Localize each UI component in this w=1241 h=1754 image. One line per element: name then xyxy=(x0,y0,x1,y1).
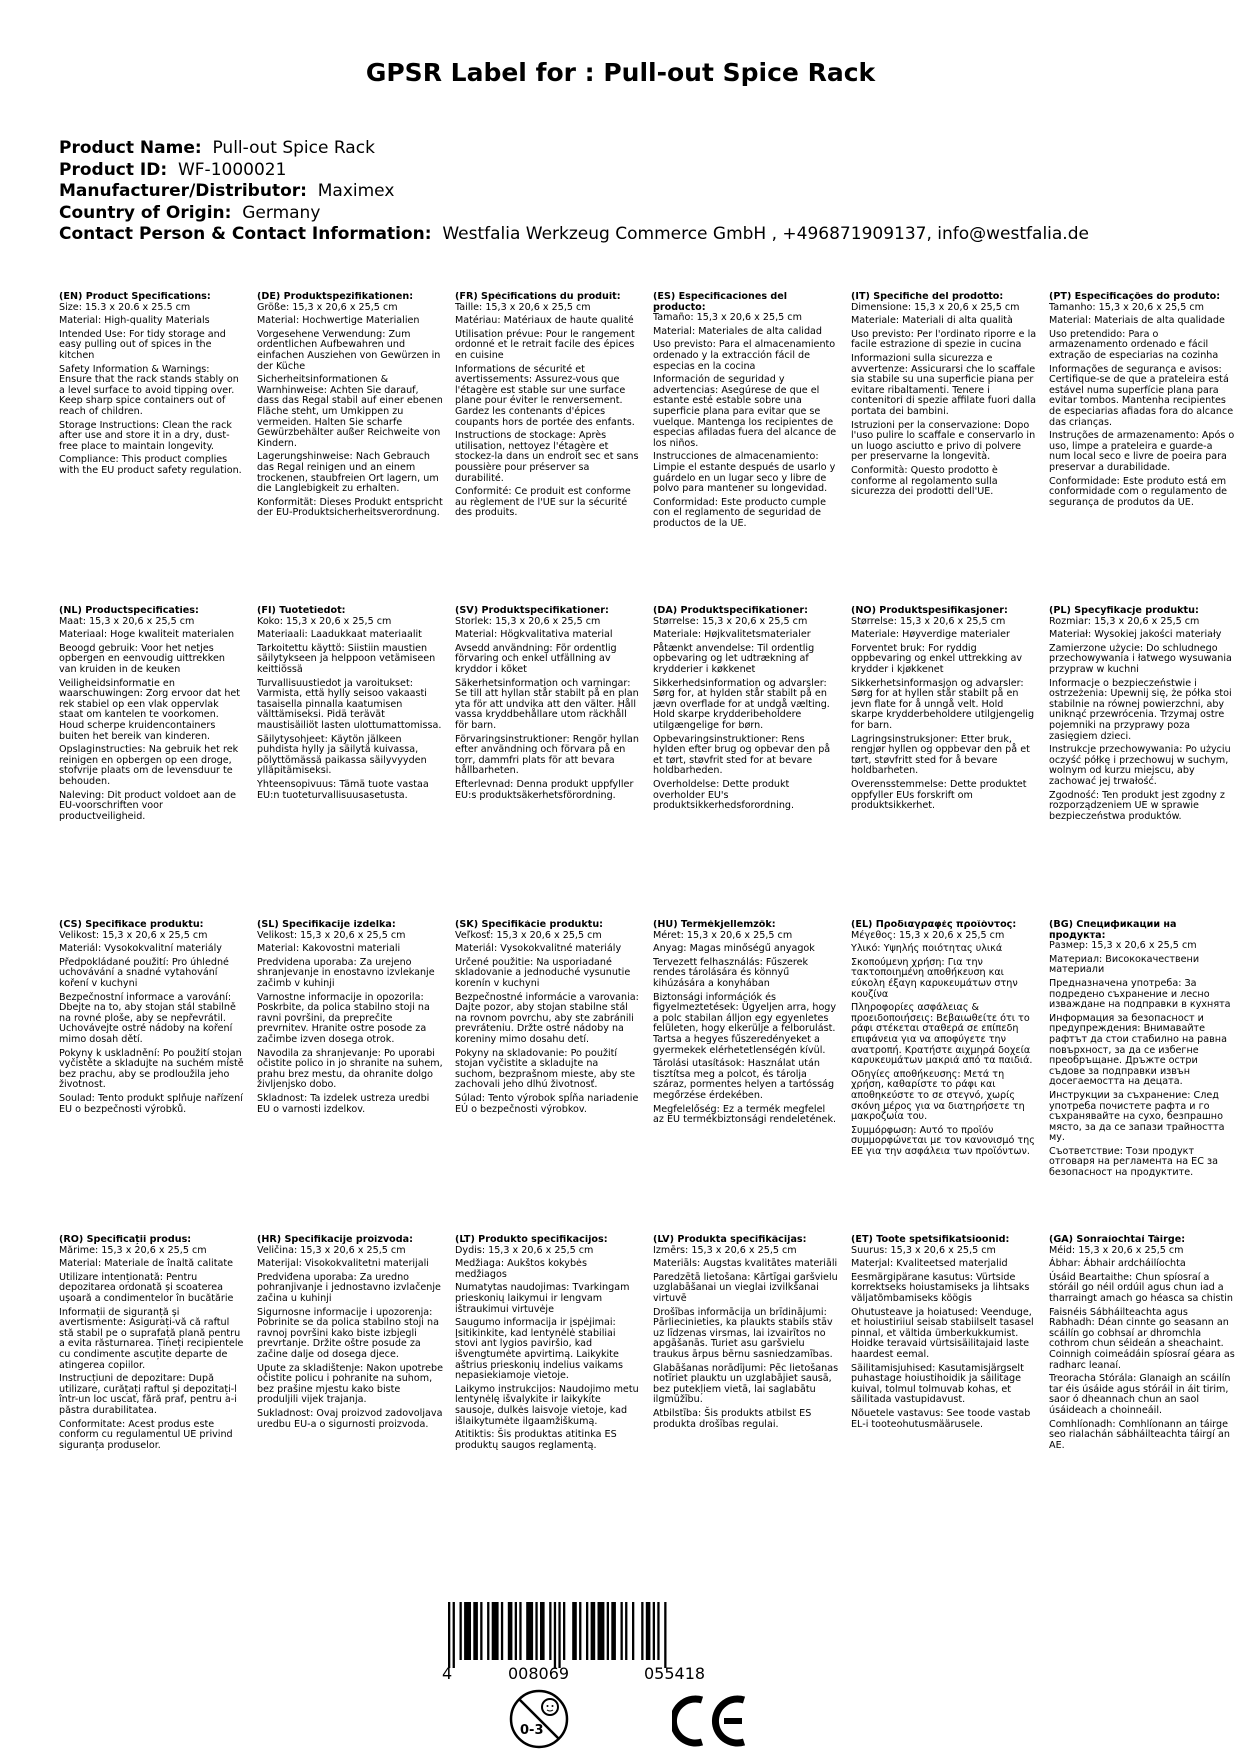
product-id-value: WF-1000021 xyxy=(177,159,287,180)
barcode-bar xyxy=(508,1602,513,1660)
product-info xyxy=(59,138,1209,246)
spec-line: Navodila za shranjevanje: Po uporabi očistite polico in jo shranite na suhem, prahu brez mestu, da ohranite dolgo življenjsko dobo. xyxy=(257,1047,443,1091)
barcode-bar xyxy=(515,1602,517,1660)
spec-line: Yhteensopivuus: Tämä tuote vastaa EU:n tuoteturvallisuusasetusta. xyxy=(257,778,429,801)
product-id-row xyxy=(59,160,1209,182)
barcode-bar xyxy=(572,1602,577,1660)
spec-line: Tárolási utasítások: Használat után tisztítsa meg a polcot, és tárolja száraz, pormentes helyen a tartósság megőrzése érdekében. xyxy=(653,1058,835,1101)
spec-line: Größe: 15,3 x 20,6 x 25,5 cm xyxy=(257,301,398,313)
barcode-bar xyxy=(460,1602,462,1660)
barcode-bar xyxy=(492,1602,499,1660)
language-block xyxy=(653,1235,839,1433)
spec-line: Σκοπούμενη χρήση: Για την τακτοποιημένη αποθήκευση και εύκολη έξαγη καρυκευμάτων στην κουζίνα xyxy=(851,956,1018,1000)
language-block xyxy=(851,292,1037,501)
spec-line: Biztonsági információk és figyelmeztetések: Ügyeljen arra, hogy a polc stabilan álljon egy egyenletes felületen, hogy elkerülje a felborulást. Tartsa a hegyes fűszeredényeket a gyermekek elérhetetlenségén kívül. xyxy=(653,991,837,1056)
spec-line: Informacje o bezpieczeństwie i ostrzeżenia: Upewnij się, że półka stoi stabilnie na równej powierzchni, aby uniknąć przewrócenia. Trzymaj ostre pojemniki na przyprawy poza zasięgiem dzieci. xyxy=(1049,677,1232,742)
language-block xyxy=(59,292,245,480)
spec-line: Avsedd användning: För ordentlig förvaring och enkel utfällning av kryddor i köket xyxy=(455,642,617,675)
spec-line: Размер: 15,3 x 20,6 x 25,5 cm xyxy=(1049,940,1197,952)
spec-line: Съответствие: Този продукт отговаря на регламента на ЕС за безопасност на продуктите. xyxy=(1049,1145,1218,1179)
spec-line: Conformitate: Acest produs este conform cu regulamentul UE privind siguranța produselor. xyxy=(59,1418,233,1451)
barcode-bar xyxy=(579,1602,581,1660)
spec-line: Storage Instructions: Clean the rack after use and store it in a dry, dust-free place to maintain longevity. xyxy=(59,419,232,452)
spec-line: Dimensione: 15,3 x 20,6 x 25,5 cm xyxy=(851,301,1020,313)
spec-line: Beoogd gebruik: Voor het netjes opbergen en eenvoudig uittrekken van kruiden in de keuken xyxy=(59,642,225,675)
age-warning-text: 0-3 xyxy=(520,1723,544,1738)
language-block xyxy=(851,1235,1037,1433)
barcode-bar xyxy=(554,1602,556,1668)
spec-line: Taille: 15,3 x 20,6 x 25,5 cm xyxy=(455,301,591,313)
spec-line: Storlek: 15,3 x 20,6 x 25,5 cm xyxy=(455,615,601,627)
barcode-bar xyxy=(473,1602,478,1660)
language-heading: (PT) Especificações do produto: xyxy=(1049,292,1221,302)
spec-line: Mărime: 15,3 x 20,6 x 25,5 cm xyxy=(59,1244,207,1256)
spec-line: Overholdelse: Dette produkt overholder EU's produktsikkerhedsforordning. xyxy=(653,778,795,812)
spec-line: Efterlevnad: Denna produkt uppfyller EU:s produktsäkerhetsförordning. xyxy=(455,778,634,801)
spec-line: Conformidad: Este producto cumple con el reglamento de seguridad de productos de la UE. xyxy=(653,496,826,529)
spec-line: Glabāšanas norādījumi: Pēc lietošanas notīriet plauktu un uzglabājiet sausā, bez putekļiem vietā, lai saglabātu ilgmūžību. xyxy=(653,1362,839,1406)
ean-barcode xyxy=(440,1602,720,1668)
spec-line: Nõuetele vastavus: See toode vastab EL-i tooteohutusmäärusele. xyxy=(851,1407,1031,1430)
spec-line: Uso pretendido: Para o armazenamento ordenado e fácil extração de especiarias na cozinha xyxy=(1049,328,1219,361)
spec-line: Atitiktis: Šis produktas atitinka ES produktų saugos reglamentą. xyxy=(455,1429,617,1451)
spec-line: Velikost: 15,3 x 20,6 x 25,5 cm xyxy=(59,929,208,941)
barcode-bar xyxy=(664,1602,666,1668)
language-heading: (LT) Produkto specifikacijos: xyxy=(455,1235,608,1245)
spec-line: Megfelelőség: Ez a termék megfelel az EU termékbiztonsági rendeletének. xyxy=(653,1103,837,1126)
spec-line: Predviđena uporaba: Za uredno pohranjivanje i jednostavno izvlačenje začina u kuhinji xyxy=(257,1271,441,1304)
barcode-bar xyxy=(625,1602,627,1660)
spec-line: Méid: 15,3 x 20,6 x 25,5 cm xyxy=(1049,1244,1184,1256)
spec-line: Maat: 15,3 x 20,6 x 25,5 cm xyxy=(59,615,195,627)
country-label: Country of Origin: xyxy=(59,202,232,223)
spec-line: Varnostne informacije in opozorila: Poskrbite, da polica stabilno stoji na ravni površini, da preprečite prevrnitev. Hranite ostre posode za začimbe izven dosega otrok. xyxy=(257,991,430,1045)
contact-value: Westfalia Werkzeug Commerce GmbH , +496871909137, info@westfalia.de xyxy=(442,224,1089,244)
spec-line: Förvaringsinstruktioner: Rengör hyllan efter användning och förvara på en torr, dammfri plats för att bevara hållbarheten. xyxy=(455,733,639,777)
barcode-bar xyxy=(487,1602,489,1660)
spec-line: Sukladnost: Ovaj proizvod zadovoljava uredbu EU-a o sigurnosti proizvoda. xyxy=(257,1407,443,1430)
spec-line: Rozmiar: 15,3 x 20,6 x 25,5 cm xyxy=(1049,615,1200,627)
language-heading: (SL) Specifikacije izdelka: xyxy=(257,920,396,930)
spec-line: Säilytysohjeet: Käytön jälkeen puhdista hylly ja säilytä kuivassa, pölyttömässä paikassa säilyvyyden ylläpitämiseksi. xyxy=(257,733,427,777)
language-heading: (FR) Spécifications du produit: xyxy=(455,292,621,302)
language-block xyxy=(455,606,641,804)
spec-line: Информация за безопасност и предупреждения: Внимавайте рафтът да стои стабилно на равна повърхност, за да се избегне преобръщане. Дръжте остри съдове за подправки извън досегаемостта на децата. xyxy=(1049,1012,1227,1088)
product-id-label: Product ID: xyxy=(59,159,168,180)
spec-line: Påtænkt anvendelse: Til ordentlig opbevaring og let udtrækning af krydderier i køkkenet xyxy=(653,642,815,675)
spec-line: Tervezett felhasználás: Fűszerek rendes tárolására és könnyű kihúzására a konyhában xyxy=(653,956,809,989)
spec-line: Pokyny k uskladnění: Po použití stojan vyčistěte a skladujte na suchém místě bez prachu, aby se prodloužila jeho životnost. xyxy=(59,1047,244,1091)
spec-line: Materiale: Materiali di alta qualità xyxy=(851,315,1013,327)
spec-line: Sikkerhedsinformation og advarsler: Sørg for, at hylden står stabilt på en jævn overflade for at undgå vælting. Hold skarpe krydderibeholdere utilgængelige for børn. xyxy=(653,677,830,731)
spec-line: Overensstemmelse: Dette produktet oppfyller EUs forskrift om produktsikkerhet. xyxy=(851,778,1027,812)
spec-line: Bezpečnostné informácie a varovania: Dajte pozor, aby stojan stabilne stál na rovnom povrchu, aby ste zabránili prevráteniu. Držte ostré nádoby na koreniny mimo dosahu detí. xyxy=(455,991,639,1045)
spec-line: Οδηγίες αποθήκευσης: Μετά τη χρήση, καθαρίστε το ράφι και αποθηκεύστε το σε στεγνό, χωρίς σκόνη μέρος για να διατηρήσετε τη μακροζωία του. xyxy=(851,1068,1025,1123)
spec-line: Vorgesehene Verwendung: Zum ordentlichen Aufbewahren und einfachen Ausziehen von Gewürzen in der Küche xyxy=(257,328,441,372)
language-heading: (HR) Specifikacije proizvoda: xyxy=(257,1235,413,1245)
language-heading: (NL) Productspecificaties: xyxy=(59,606,199,616)
spec-line: Intended Use: For tidy storage and easy pulling out of spices in the kitchen xyxy=(59,328,226,361)
language-block xyxy=(455,920,641,1118)
language-block xyxy=(1049,1235,1235,1454)
spec-line: Instrucciones de almacenamiento: Limpie el estante después de usarlo y guárdelo en un lugar seco y libre de polvo para mantener su longevidad. xyxy=(653,451,836,495)
spec-line: Material: Materiales de alta calidad xyxy=(653,325,823,337)
barcode-bar xyxy=(540,1602,545,1660)
spec-line: Zgodność: Ten produkt jest zgodny z rozporządzeniem UE w sprawie bezpieczeństwa produktów. xyxy=(1049,789,1225,822)
language-block xyxy=(257,606,443,804)
barcode-bar xyxy=(501,1602,503,1660)
spec-line: Материал: Висококачествени материали xyxy=(1049,953,1200,976)
country-row xyxy=(59,203,1209,225)
spec-line: Veiligheidsinformatie en waarschuwingen: Zorg ervoor dat het rek stabiel op een vlak oppervlak staat om kantelen te voorkomen. Houd scherpe kruidencontainers buiten het bereik van kinderen. xyxy=(59,677,241,742)
spec-line: Pokyny na skladovanie: Po použití stojan vyčistite a skladujte na suchom, bezprašnom mieste, aby ste zachovali jeho dlhú životnosť. xyxy=(455,1047,636,1091)
spec-line: Materiaali: Laadukkaat materiaalit xyxy=(257,629,422,641)
spec-line: Bezpečnostní informace a varování: Dbejte na to, aby stojan stál stabilně na rovné ploše, aby se nepřevrátil. Uchovávejte ostré nádoby na koření mimo dosah dětí. xyxy=(59,991,236,1045)
spec-line: Informações de segurança e avisos: Certifique-se de que a prateleira está estável numa superfície plana para evitar tombos. Mantenha recipientes de especiarias afiadas fora do alcance das crianças. xyxy=(1049,363,1234,428)
spec-line: Saugumo informacija ir įspėjimai: Įsitikinkite, kad lentynėlė stabiliai stovi ant lygios paviršio, kad išvengtumėte apvirtimą. Laikykite aštrius prieskonių indelius vaikams nepasiekiamoje vietoje. xyxy=(455,1317,623,1382)
spec-line: Materjal: Kvaliteetsed materjalid xyxy=(851,1258,1008,1270)
barcode-bar xyxy=(657,1602,659,1660)
language-block xyxy=(455,292,641,522)
language-heading: (SK) Špecifikácie produktu: xyxy=(455,920,604,930)
language-heading: (PL) Specyfikacje produktu: xyxy=(1049,606,1199,616)
spec-line: Μέγεθος: 15,3 x 20,6 x 25,5 cm xyxy=(851,929,1005,941)
spec-line: Størrelse: 15,3 x 20,6 x 25,5 cm xyxy=(653,615,808,627)
barcode-bar xyxy=(621,1602,623,1660)
spec-line: Materiál: Vysokokvalitné materiály xyxy=(455,943,622,955)
spec-line: Lagringsinstruksjoner: Etter bruk, rengjør hyllen og oppbevar den på et tørt, støvfritt sted for å bevare holdbarheten. xyxy=(851,733,1030,777)
language-heading: (EN) Product Specifications: xyxy=(59,292,211,302)
spec-line: Informations de sécurité et avertissements: Assurez-vous que l'étagère est stable sur une surface plane pour éviter le renversement. Gardez les contenants d'épices coupants hors de portée des enfants. xyxy=(455,363,635,428)
language-heading: (IT) Specifiche del prodotto: xyxy=(851,292,1004,302)
spec-line: Velikost: 15,3 x 20,6 x 25,5 cm xyxy=(257,929,406,941)
spec-line: Uso previsto: Per l'ordinato riporre e la facile estrazione di spezie in cucina xyxy=(851,328,1037,351)
manufacturer-row xyxy=(59,181,1209,203)
spec-line: Úsáid Beartaithe: Chun spíosraí a stóráil go néil ordúil agus chun iad a tharraingt amach go héasca sa chistin xyxy=(1049,1271,1234,1304)
spec-line: Treoracha Stórála: Glanaigh an scáilín tar éis úsáide agus stóráil in áit tirim, saor ó dheannach chun an saol úsáideach a choinneáil. xyxy=(1049,1373,1231,1416)
spec-line: Предназначена употреба: За подредено съхранение и лесно изваждане на подправки в кухнята xyxy=(1049,977,1231,1011)
barcode-bar xyxy=(607,1602,609,1660)
language-heading: (LV) Produkta specifikācijas: xyxy=(653,1235,807,1245)
language-block xyxy=(653,606,839,815)
manufacturer-value: Maximex xyxy=(317,181,395,201)
spec-line: Faisnéis Sábháilteachta agus Rabhadh: Déan cinnte go seasann an scáilín go cobhsaí ar dhromchla cothrom chun séideán a sheachaint. Coinnigh coimeádáin spíosraí géara as radharc leanaí. xyxy=(1049,1306,1235,1371)
language-heading: (BG) Спецификации на продукта: xyxy=(1049,920,1177,941)
spec-line: Utilizare intenționată: Pentru depozitarea ordonată și scoaterea ușoară a condimentelor în bucătărie xyxy=(59,1271,234,1304)
spec-line: Zamierzone użycie: Do schludnego przechowywania i łatwego wysuwania przypraw w kuchni xyxy=(1049,642,1232,675)
spec-line: Material: Hochwertige Materialien xyxy=(257,315,420,327)
language-heading: (DA) Produktspecifikationer: xyxy=(653,606,808,616)
spec-line: Instruções de armazenamento: Após o uso, limpe a prateleira e guarde-a num local seco e livre de poeira para preservar a durabilidade. xyxy=(1049,430,1235,473)
language-heading: (FI) Tuotetiedot: xyxy=(257,606,346,616)
barcode-bar xyxy=(563,1602,565,1660)
spec-line: Uso previsto: Para el almacenamiento ordenado y la extracción fácil de especias en la cocina xyxy=(653,339,836,372)
language-block xyxy=(59,1235,245,1454)
spec-line: Anyag: Magas minőségű anyagok xyxy=(653,943,815,955)
language-block xyxy=(257,1235,443,1433)
barcode-bar xyxy=(464,1602,471,1660)
spec-line: Informazioni sulla sicurezza e avvertenze: Assicurarsi che lo scaffale sia stabile su una superficie piana per evitare ribaltamenti. Tenere i contenitori di spezie affilate fuori dalla portata dei bambini. xyxy=(851,352,1036,417)
language-heading: (ET) Toote spetsifikatsioonid: xyxy=(851,1235,1010,1245)
language-heading: (RO) Specificații produs: xyxy=(59,1235,192,1245)
barcode-bar xyxy=(448,1602,450,1668)
spec-line: Opbevaringsinstruktioner: Rens hylden efter brug og opbevar den på et tørt, støvfrit sted for at bevare holdbarheden. xyxy=(653,733,831,777)
spec-line: Materiał: Wysokiej jakości materiały xyxy=(1049,629,1222,641)
spec-line: Eesmärgipärane kasutus: Vürtside korrektseks hoiustamiseks ja lihtsaks väljatõmbamiseks köögis xyxy=(851,1271,1030,1304)
spec-line: Turvallisuustiedot ja varoitukset: Varmista, että hylly seisoo vakaasti tasaisella pinnalla kaatumisen välttämiseksi. Pidä terävät maustisäiliöt lasten ulottumattomissa. xyxy=(257,677,442,731)
barcode-bar xyxy=(480,1602,482,1660)
spec-line: Numatytas naudojimas: Tvarkingam prieskonių laikymui ir lengvam ištraukimui virtuvėje xyxy=(455,1282,630,1315)
language-heading: (DE) Produktspezifikationen: xyxy=(257,292,414,302)
spec-line: Tamaño: 15,3 x 20,6 x 25,5 cm xyxy=(653,312,802,324)
spec-line: Určené použitie: Na usporiadané skladovanie a jednoduché vysunutie korenín v kuchyni xyxy=(455,956,631,989)
spec-line: Material: High-quality Materials xyxy=(59,315,210,327)
manufacturer-label: Manufacturer/Distributor: xyxy=(59,181,307,201)
spec-line: Instrukcje przechowywania: Po użyciu oczyść półkę i przechowuj w suchym, wolnym od kurzu miejscu, aby zachować jej trwałość. xyxy=(1049,744,1231,787)
spec-line: Medžiaga: Aukštos kokybės medžiagos xyxy=(455,1258,587,1280)
spec-line: Størrelse: 15,3 x 20,6 x 25,5 cm xyxy=(851,615,1006,627)
spec-line: Säilitamisjuhised: Kasutamisjärgselt puhastage hoiustihoidik ja säilitage kuival, tolmul tolmuvab kohas, et säilitada vastupidavust. xyxy=(851,1362,1024,1406)
language-heading: (ES) Especificaciones del producto: xyxy=(653,292,788,313)
spec-line: Súlad: Tento výrobok spĺňa nariadenie EÚ o bezpečnosti výrobkov. xyxy=(455,1092,639,1115)
barcode-bar xyxy=(632,1602,634,1660)
spec-line: Instrucțiuni de depozitare: După utilizare, curățați raftul și depozitați-l într-un loc uscat, fără praf, pentru a-i păstra durabilitatea. xyxy=(59,1373,237,1416)
spec-line: Veličina: 15,3 x 20,6 x 25,5 cm xyxy=(257,1244,406,1256)
contact-label: Contact Person & Contact Information: xyxy=(59,224,432,244)
spec-line: Upute za skladištenje: Nakon upotrebe očistite policu i pohranite na suhom, bez prašine mjestu kako biste produljili vijek trajanja. xyxy=(257,1362,443,1406)
spec-line: Paredzētā lietošana: Kārtīgai garšvielu uzglabāšanai un vieglai izvilkšanai virtuvē xyxy=(653,1271,838,1304)
barcode-digit-first: 4 xyxy=(442,1664,453,1683)
spec-line: Sigurnosne informacije i upozorenja: Pobrinite se da polica stabilno stoji na ravnoj površini kako biste izbjegli prevrtanje. Držite oštre posude za začine dalje od dosega djece. xyxy=(257,1306,439,1360)
spec-line: Conformité: Ce produit est conforme au règlement de l'UE sur la sécurité des produits. xyxy=(455,486,631,519)
spec-line: Dydis: 15,3 x 20,6 x 25,5 cm xyxy=(455,1244,594,1256)
spec-line: Safety Information & Warnings: Ensure that the rack stands stably on a level surface to avoid tipping over. Keep sharp spice containers out of reach of children. xyxy=(59,363,239,417)
product-name-row xyxy=(59,138,1209,160)
spec-line: Sicherheitsinformationen & Warnhinweise: Achten Sie darauf, dass das Regal stabil auf einer ebenen Fläche steht, um Umkippen zu vermeiden. Halten Sie scharfe Gewürzbehälter außer Reichweite von Kindern. xyxy=(257,374,443,449)
barcode-bar xyxy=(586,1602,588,1660)
spec-line: Izmērs: 15,3 x 20,6 x 25,5 cm xyxy=(653,1244,797,1256)
spec-line: Συμμόρφωση: Αυτό το προϊόν συμμορφώνεται με τον κανονισμό της ΕΕ για την ασφάλεια των προϊόντων. xyxy=(851,1124,1035,1157)
spec-line: Material: Kakovostni materiali xyxy=(257,943,401,955)
language-block xyxy=(1049,292,1235,511)
language-block xyxy=(59,606,245,825)
barcode-bar xyxy=(519,1602,521,1660)
barcode-bar xyxy=(591,1602,596,1660)
spec-line: Koko: 15,3 x 20,6 x 25,5 cm xyxy=(257,615,392,627)
spec-line: Istruzioni per la conservazione: Dopo l'uso pulire lo scaffale e conservarlo in un luogo asciutto e privo di polvere per preservarne la longevità. xyxy=(851,419,1036,463)
barcode-bar xyxy=(598,1602,605,1660)
spec-line: Predvidena uporaba: Za urejeno shranjevanje in enostavno izvlekanje začimb v kuhinji xyxy=(257,956,435,989)
spec-line: Size: 15.3 x 20.6 x 25.5 cm xyxy=(59,301,191,313)
spec-line: Sikkerhetsinformasjon og advarsler: Sørg for at hyllen står stabilt på en jevn flate for å unngå velt. Hold skarpe krydderbeholdere utilgjengelig for barn. xyxy=(851,677,1035,731)
language-heading: (NO) Produktspesifikasjoner: xyxy=(851,606,1008,616)
language-heading: (GA) Sonraíochtaí Táirge: xyxy=(1049,1235,1186,1245)
spec-line: Material: Materiais de alta qualidade xyxy=(1049,315,1225,327)
spec-line: Инструкции за съхранение: След употреба почистете рафта и го съхранявайте на сухо, безпрашно място, за да се запази трайността му. xyxy=(1049,1089,1225,1144)
spec-line: Naleving: Dit product voldoet aan de EU-voorschriften voor productveiligheid. xyxy=(59,789,236,822)
language-block xyxy=(851,606,1037,815)
barcode-bar xyxy=(549,1602,551,1660)
barcode-bar xyxy=(453,1602,455,1668)
spec-line: Säkerhetsinformation och varningar: Se till att hyllan står stabilt på en plan yta för att undvika att den välter. Håll vassa kryddbehållare utom räckhåll för barn. xyxy=(455,677,639,731)
barcode-bar xyxy=(558,1602,560,1668)
spec-line: Utilisation prévue: Pour le rangement ordonné et le retrait facile des épices en cuisine xyxy=(455,328,635,361)
barcode-bar xyxy=(646,1602,651,1660)
spec-line: Υλικό: Υψηλής ποιότητας υλικά xyxy=(851,943,1003,955)
product-name-value: Pull-out Spice Rack xyxy=(212,138,375,158)
spec-line: Opslaginstructies: Na gebruik het rek reinigen en opbergen op een droge, stofvrije plaats om de levensduur te behouden. xyxy=(59,744,239,787)
spec-line: Drošības informācija un brīdinājumi: Pārliecinieties, ka plaukts stabils stāv uz līdzenas virsmas, lai izvairītos no apgāšanās. Turiet asu garšvielu traukus ārpus bērnu sasniedzamības. xyxy=(653,1306,833,1360)
spec-line: Conformità: Questo prodotto è conforme al regolamento sulla sicurezza dei prodotti dell'UE. xyxy=(851,464,998,498)
spec-line: Ábhar: Ábhair ardcháilíochta xyxy=(1049,1258,1186,1270)
spec-line: Suurus: 15,3 x 20,6 x 25,5 cm xyxy=(851,1244,996,1256)
spec-line: Laikymo instrukcijos: Naudojimo metu lentynėlę išvalykite ir laikykite sausoje, dulkės laisvoje vietoje, kad išlaikytumėte ilgaamžiškumą. xyxy=(455,1383,639,1427)
spec-line: Skladnost: Ta izdelek ustreza uredbi EU o varnosti izdelkov. xyxy=(257,1092,430,1115)
spec-line: Compliance: This product complies with the EU product safety regulation. xyxy=(59,454,242,476)
barcode-bar xyxy=(526,1602,533,1660)
language-heading: (HU) Termékjellemzők: xyxy=(653,920,776,930)
barcode-digits-right: 055418 xyxy=(644,1664,706,1683)
language-block xyxy=(851,920,1037,1160)
spec-line: Información de seguridad y advertencias: Asegúrese de que el estante esté estable sobre una superficie plana para evitar que se vuelque. Mantenga los recipientes de especias afiladas fuera del alcance de los niños. xyxy=(653,374,837,449)
spec-line: Ohutusteave ja hoiatused: Veenduge, et hoiustiriiul seisab stabiilselt tasasel pinnal, et vältida ümberkukkumist. Hoidke teravaid vürtsisäilitajaid laste haardest eemal. xyxy=(851,1306,1034,1360)
spec-line: Materiale: Høyverdige materialer xyxy=(851,629,1010,641)
spec-line: Atbilstība: Šis produkts atbilst ES produkta drošības regulai. xyxy=(653,1407,812,1430)
spec-line: Materiāls: Augstas kvalitātes materiāli xyxy=(653,1258,838,1270)
spec-line: Materiál: Vysokokvalitní materiály xyxy=(59,943,222,955)
spec-line: Conformidade: Este produto está em conformidade com o regulamento de segurança de produtos da UE. xyxy=(1049,475,1228,508)
language-block xyxy=(1049,606,1235,825)
spec-line: Lagerungshinweise: Nach Gebrauch das Regal reinigen und an einem trockenen, staubfreien Ort lagern, um die Langlebigkeit zu erhalten. xyxy=(257,451,439,495)
contact-row xyxy=(59,224,1209,246)
spec-line: Forventet bruk: For ryddig oppbevaring og enkel uttrekking av krydder i kjøkkenet xyxy=(851,642,1023,675)
product-name-label: Product Name: xyxy=(59,138,202,158)
spec-line: Méret: 15,3 x 20,6 x 25,5 cm xyxy=(653,929,793,941)
spec-line: Materijal: Visokokvalitetni materijali xyxy=(257,1258,429,1270)
language-block xyxy=(257,920,443,1118)
age-warning-icon xyxy=(508,1688,570,1750)
language-block xyxy=(455,1235,641,1454)
spec-line: Soulad: Tento produkt splňuje nařízení EU o bezpečnosti výrobků. xyxy=(59,1092,243,1115)
language-heading: (CS) Specifikace produktu: xyxy=(59,920,204,930)
barcode-bar xyxy=(641,1602,643,1660)
spec-line: Material: Materiale de înaltă calitate xyxy=(59,1258,233,1270)
spec-line: Tamanho: 15,3 x 20,6 x 25,5 cm xyxy=(1049,301,1204,313)
language-block xyxy=(653,920,839,1129)
barcode-bar xyxy=(653,1602,655,1660)
page-title: GPSR Label for : Pull-out Spice Rack xyxy=(365,58,876,87)
language-heading: (EL) Προδιαγραφές προϊόντος: xyxy=(851,920,1017,930)
spec-line: Materiale: Højkvalitetsmaterialer xyxy=(653,629,811,641)
country-value: Germany xyxy=(242,202,321,223)
spec-line: Πληροφορίες ασφάλειας & προειδοποιήσεις: Βεβαιωθείτε ότι το ράφι στέκεται σταθερά σε επίπεδη επιφάνεια για να αποφύγετε την ανατροπή. Κρατήστε αιχμηρά δοχεία καρυκευμάτων μακριά από τα παιδιά. xyxy=(851,1002,1033,1067)
barcode-bar xyxy=(535,1602,537,1660)
barcode-digits-left: 008069 xyxy=(508,1664,570,1683)
spec-line: Tarkoitettu käyttö: Siistiin maustien säilytykseen ja helppoon vetämiseen keittiössä xyxy=(257,642,436,675)
language-block xyxy=(653,292,839,532)
spec-line: Comhlíonadh: Comhlíonann an táirge seo rialachán sábháilteachta táirgí an AE. xyxy=(1049,1418,1230,1451)
barcode-bar xyxy=(611,1602,616,1660)
spec-line: Materiaal: Hoge kwaliteit materialen xyxy=(59,629,235,641)
spec-line: Instructions de stockage: Après utilisation, nettoyez l'étagère et stockez-la dans un endroit sec et sans poussière pour préserver sa durabilité. xyxy=(455,430,639,484)
spec-line: Matériau: Matériaux de haute qualité xyxy=(455,315,634,327)
ce-mark-icon xyxy=(672,1694,752,1748)
language-block xyxy=(59,920,245,1118)
language-heading: (SV) Produktspecifikationer: xyxy=(455,606,609,616)
spec-line: Předpokládané použití: Pro úhledné uchovávání a snadné vytahování koření v kuchyni xyxy=(59,956,229,989)
language-block xyxy=(1049,920,1235,1182)
language-block xyxy=(257,292,443,522)
spec-line: Konformität: Dieses Produkt entspricht der EU-Produktsicherheitsverordnung. xyxy=(257,496,443,519)
spec-line: Material: Högkvalitativa material xyxy=(455,629,613,641)
spec-line: Veľkosť: 15,3 x 20,6 x 25,5 cm xyxy=(455,929,602,941)
spec-line: Informații de siguranță și avertismente: Asigurați-vă că raftul stă stabil pe o suprafață plană pentru a evita răsturnarea. Țineți recipientele cu condimente ascuțite departe de atingerea copiilor. xyxy=(59,1306,244,1371)
